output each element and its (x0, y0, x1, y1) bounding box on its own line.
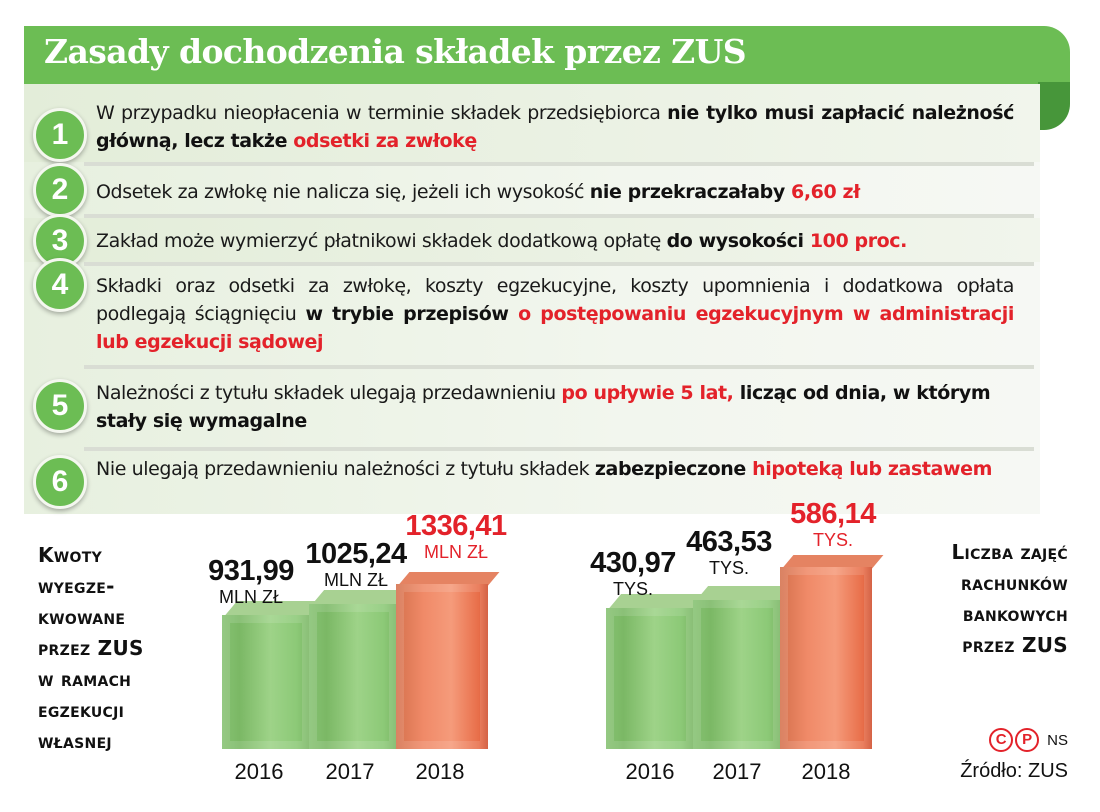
rule-3-text (96, 227, 1014, 255)
value-2017-count (674, 527, 784, 579)
divider (84, 162, 1034, 166)
divider (84, 262, 1034, 266)
rule-2-bold: nie przekraczałaby (589, 181, 792, 203)
x-label-2017: 2017 (325, 759, 375, 784)
rule-4-text (96, 272, 1014, 356)
value-number: 586,14 (790, 498, 876, 530)
rule-3-plain: Zakład może wymierzyć płatnikowi składek dodatkową opłatę (96, 230, 667, 252)
rule-6-red: hipoteką lub zastawem (752, 458, 993, 480)
title-line: rachunków (961, 571, 1068, 595)
value-unit: TYS. (708, 558, 749, 578)
rule-1-text (96, 99, 1014, 155)
rule-number-5-icon: 5 (33, 379, 87, 433)
rule-2-plain: Odsetek za zwłokę nie nalicza się, jeżeli ich wysokość (96, 181, 590, 203)
rule-5-bold: licząc od dnia, w którym stały się wymagalne (96, 382, 991, 432)
value-unit: MLN ZŁ (218, 587, 283, 607)
author-initials: NS (1047, 731, 1068, 749)
bar-2017-amount (309, 606, 399, 749)
rule-5-text (96, 379, 1014, 435)
rule-2-text (96, 178, 1014, 206)
rule-4-bold: w trybie przepisów (305, 303, 519, 325)
value-number: 1025,24 (305, 538, 407, 570)
page-title: Zasady dochodzenia składek przez ZUS (44, 32, 747, 71)
value-2018-count (778, 499, 888, 551)
rule-1-plain: W przypadku nieopłacenia w terminie składek przedsiębiorca (96, 102, 668, 124)
rule-number-3-icon: 3 (33, 214, 87, 268)
left-chart-title (38, 540, 144, 757)
x-label-2017: 2017 (712, 759, 762, 784)
value-unit: TYS. (612, 579, 653, 599)
value-2017-amount (296, 539, 416, 591)
rule-number-2-icon: 2 (33, 163, 87, 217)
title-line: bankowych (962, 602, 1068, 626)
bar-2018-amount (396, 586, 488, 749)
title-line: Liczba zajęć (951, 540, 1068, 564)
rule-number-4-icon: 4 (33, 258, 87, 312)
rule-4-red: o postępowaniu egzekucyjnym w administracji lub egzekucji sądowej (96, 303, 1014, 353)
value-2016-count (578, 548, 688, 600)
bar-2016-amount (222, 617, 312, 749)
bar-2017-count (693, 602, 783, 749)
copyright-c-icon: C (989, 728, 1013, 752)
rule-1-bold: nie tylko musi zapłacić należność główną, lecz także (96, 102, 1014, 152)
rule-6-bold: zabezpieczone (594, 458, 753, 480)
title-line: własnej (38, 729, 112, 753)
copyright-line (989, 728, 1068, 752)
value-unit: MLN ZŁ (423, 542, 488, 562)
x-label-2016: 2016 (234, 759, 284, 784)
title-line: przez ZUS (38, 636, 144, 660)
copyright-p-icon: P (1015, 728, 1039, 752)
title-line: wyegze- (38, 574, 115, 598)
x-label-2016: 2016 (625, 759, 675, 784)
rule-4-plain: Składki oraz odsetki za zwłokę, koszty egzekucyjne, koszty upomnienia i dodatkowa opłata podlegają ściągnięciu (96, 275, 1014, 325)
bar-2016-count (606, 610, 696, 749)
divider (84, 447, 1034, 451)
rule-5-plain: Należności z tytułu składek ulegają przedawnieniu (96, 382, 562, 404)
rule-3-red: 100 proc. (809, 230, 907, 252)
value-2016-amount (196, 556, 306, 608)
value-unit: TYS. (812, 530, 853, 550)
title-line: Kwoty (38, 543, 103, 567)
source-label: Źródło: ZUS (960, 760, 1068, 782)
rule-1-red: odsetki za zwłokę (293, 130, 477, 152)
rule-number-6-icon: 6 (33, 455, 87, 509)
value-number: 463,53 (686, 526, 772, 558)
rule-number-1-icon: 1 (33, 108, 87, 162)
rule-5-red: po upływie 5 lat, (561, 382, 740, 404)
title-line: kwowane (38, 605, 126, 629)
rule-2-red: 6,60 zł (791, 181, 860, 203)
title-line: egzekucji (38, 698, 125, 722)
x-label-2018: 2018 (801, 759, 851, 784)
title-banner (24, 26, 1070, 84)
right-chart-title (952, 537, 1068, 661)
rule-6-plain: Nie ulegają przedawnieniu należności z tytułu składek (96, 458, 595, 480)
x-label-2018: 2018 (415, 759, 465, 784)
value-2018-amount (400, 511, 512, 563)
divider (84, 365, 1034, 369)
value-unit: MLN ZŁ (323, 570, 388, 590)
title-line: przez ZUS (962, 633, 1068, 657)
value-number: 430,97 (590, 547, 676, 579)
value-number: 931,99 (208, 555, 294, 587)
ribbon-curl (1038, 82, 1070, 130)
title-line: w ramach (38, 667, 132, 691)
rule-6-text (96, 455, 1014, 483)
value-number: 1336,41 (405, 510, 507, 542)
rule-3-bold: do wysokości (666, 230, 810, 252)
bar-2018-count (780, 569, 872, 749)
